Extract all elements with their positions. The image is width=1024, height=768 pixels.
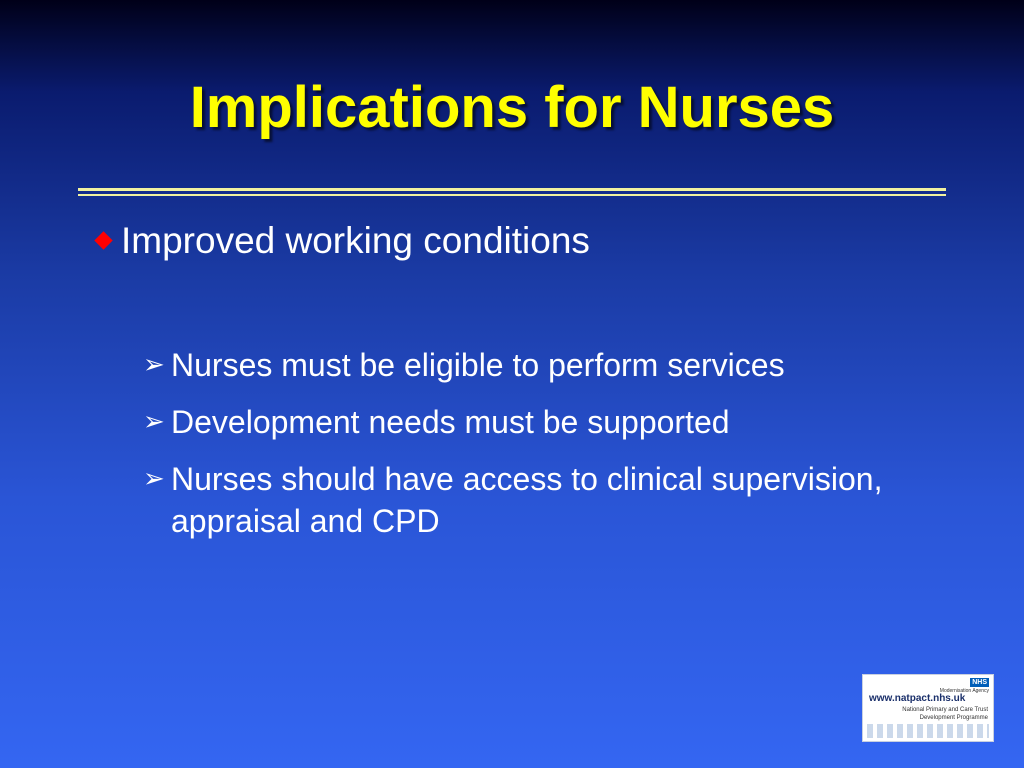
- nhs-logo-icon: NHS: [972, 679, 987, 686]
- logo-pattern: [867, 724, 989, 738]
- title-divider-top: [78, 188, 946, 191]
- logo-line-2: Development Programme: [919, 715, 988, 721]
- main-bullet-text: Improved working conditions: [121, 220, 590, 261]
- sub-bullet-text: Nurses should have access to clinical supervision, appraisal and CPD: [171, 461, 883, 539]
- logo-url: www.natpact.nhs.uk: [869, 693, 966, 704]
- main-bullet: [92, 218, 952, 264]
- diamond-bullet-icon: [94, 231, 112, 249]
- arrow-bullet-icon: ➢: [143, 464, 165, 494]
- sub-bullet-item: [143, 401, 973, 443]
- arrow-bullet-icon: ➢: [143, 350, 165, 380]
- logo-line-1: National Primary and Care Trust: [902, 707, 988, 713]
- sub-bullet-list: [143, 344, 973, 557]
- title-divider-bottom: [78, 194, 946, 196]
- sub-bullet-item: [143, 458, 973, 542]
- slide-title: Implications for Nurses: [189, 75, 835, 140]
- logo-agency: Modernisation Agency: [939, 688, 989, 694]
- natpact-logo: [862, 674, 994, 742]
- sub-bullet-text: Nurses must be eligible to perform services: [171, 347, 785, 383]
- arrow-bullet-icon: ➢: [143, 407, 165, 437]
- sub-bullet-item: [143, 344, 973, 386]
- sub-bullet-text: Development needs must be supported: [171, 404, 730, 440]
